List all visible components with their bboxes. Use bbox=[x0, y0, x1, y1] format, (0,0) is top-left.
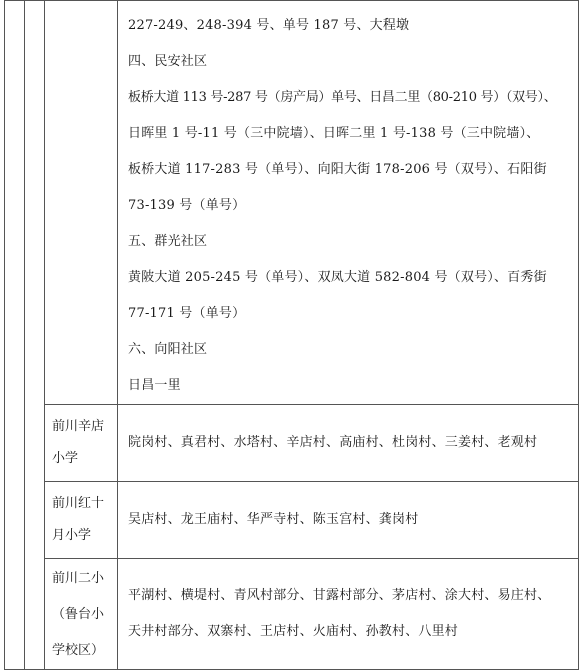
community-heading: 六、向阳社区 bbox=[128, 342, 208, 357]
scope-line: 日晖里 1 号-11 号（三中院墙）、日晖二里 1 号-138 号（三中院墙）、 bbox=[128, 126, 540, 141]
table-row bbox=[5, 559, 579, 670]
school-name-cell bbox=[45, 482, 118, 559]
school-name-cell bbox=[45, 405, 118, 482]
school-name-cell bbox=[45, 559, 118, 670]
school-name-line: 月小学 bbox=[52, 528, 92, 543]
school-name-line: 前川辛店 bbox=[52, 419, 105, 434]
table-row bbox=[5, 482, 579, 559]
school-name-line: （鲁台小 bbox=[52, 607, 105, 622]
scope-line: 平湖村、横堤村、青风村部分、甘露村部分、茅店村、涂大村、易庄村、 bbox=[128, 588, 551, 603]
scope-line: 73-139 号（单号） bbox=[128, 198, 246, 213]
district-scope-cell bbox=[118, 405, 579, 482]
school-name-line: 学校区） bbox=[52, 643, 105, 658]
scope-line: 天井村部分、双寨村、王店村、火庙村、孙教村、八里村 bbox=[128, 624, 459, 639]
table-row bbox=[5, 1, 579, 405]
scope-line: 板桥大道 113 号-287 号（房产局）单号、日昌二里（80-210 号）（双号）、 bbox=[128, 90, 557, 105]
blank-column-left bbox=[5, 1, 25, 670]
school-district-table bbox=[4, 0, 579, 670]
district-scope-cell bbox=[118, 482, 579, 559]
district-scope-cell bbox=[118, 559, 579, 670]
community-heading: 四、民安社区 bbox=[128, 54, 208, 69]
table-row bbox=[5, 405, 579, 482]
school-name-line: 前川二小 bbox=[52, 571, 105, 586]
scope-line: 院岗村、真君村、水塔村、辛店村、高庙村、杜岗村、三姜村、老观村 bbox=[128, 435, 538, 450]
scope-line: 板桥大道 117-283 号（单号）、向阳大街 178-206 号（双号）、石阳街 bbox=[128, 162, 547, 177]
school-name-cell bbox=[45, 1, 118, 405]
scope-line: 77-171 号（单号） bbox=[128, 306, 246, 321]
blank-column-second bbox=[25, 1, 45, 670]
scope-line: 227-249、248-394 号、单号 187 号、大程墩 bbox=[128, 18, 410, 33]
district-scope-cell bbox=[118, 1, 579, 405]
community-heading: 五、群光社区 bbox=[128, 234, 208, 249]
scope-line: 黄陂大道 205-245 号（单号）、双凤大道 582-804 号（双号）、百秀街 bbox=[128, 270, 547, 285]
scope-line: 吴店村、龙王庙村、华严寺村、陈玉宫村、龚岗村 bbox=[128, 512, 419, 527]
school-name-line: 小学 bbox=[52, 451, 79, 466]
school-name-line: 前川红十 bbox=[52, 496, 105, 511]
scope-line: 日昌一里 bbox=[128, 378, 181, 393]
